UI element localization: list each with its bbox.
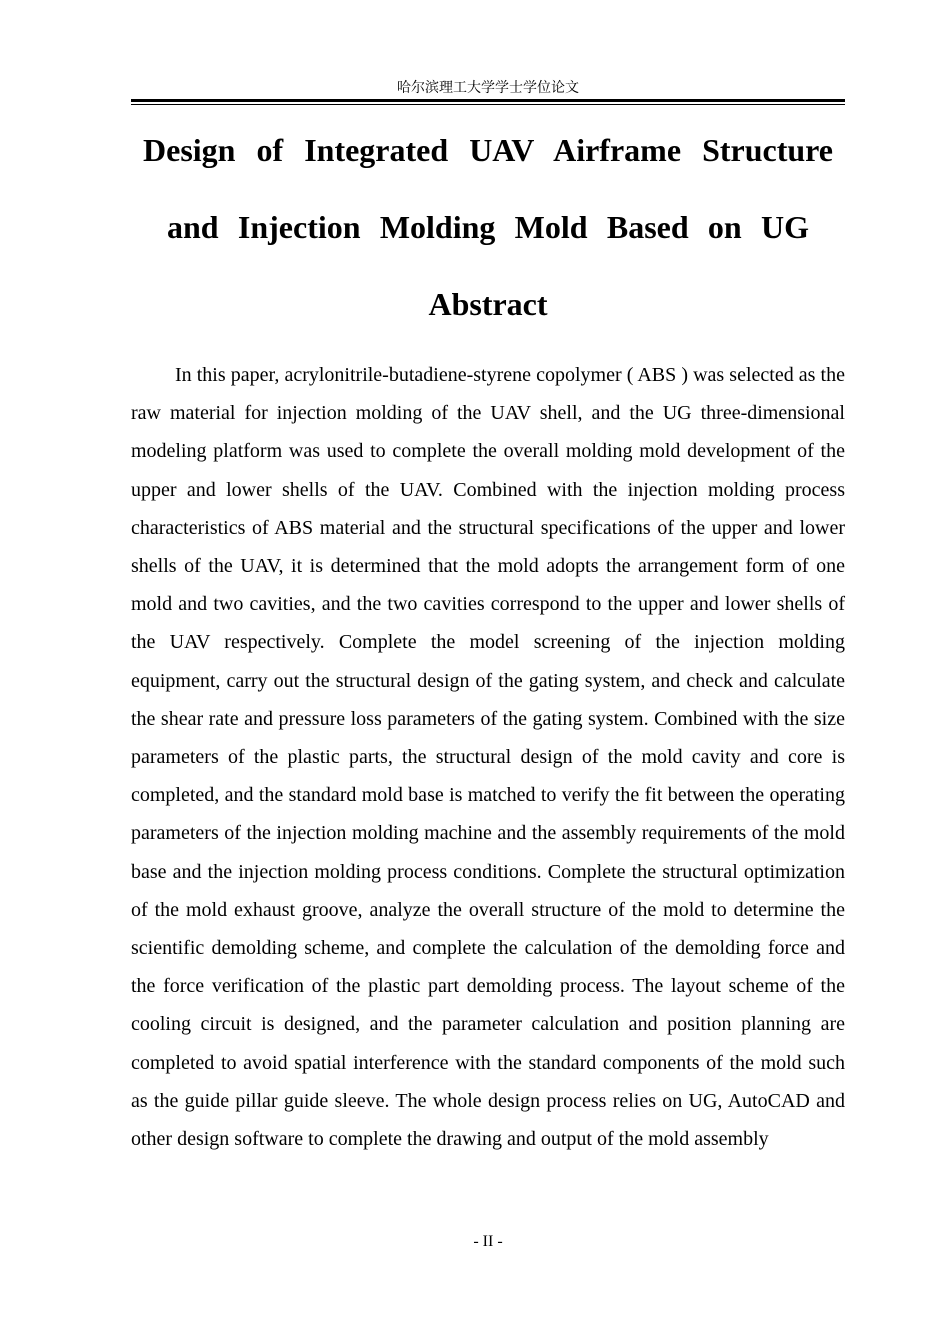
abstract-heading: Abstract xyxy=(428,286,548,322)
header-rule-thin xyxy=(131,104,845,105)
running-header: 哈尔滨理工大学学士学位论文 xyxy=(397,80,579,96)
header-rule-thick xyxy=(131,99,845,102)
paper-title xyxy=(131,112,845,266)
page-number: - II - xyxy=(473,1233,503,1250)
title-line-1: Design of Integrated UAV Airframe Structure xyxy=(143,132,833,168)
title-line-2: and Injection Molding Mold Based on UG xyxy=(167,209,809,245)
abstract-body: In this paper, acrylonitrile-butadiene-styrene copolymer ( ABS ) was selected as the raw material for injection molding of the UAV shell, and the UG three-dimensional modeling platform was used to complete the overall molding mold development of the upper and lower shells of the UAV. Combined with the injection molding process characteristics of ABS material and the structural specifications of the upper and lower shells of the UAV, it is determined that the mold adopts the arrangement form of one mold and two cavities, and the two cavities correspond to the upper and lower shells of the UAV respectively. Complete the model screening of the injection molding equipment, carry out the structural design of the gating system, and check and calculate the shear rate and pressure loss parameters of the gating system. Combined with the size parameters of the plastic parts, the structural design of the mold cavity and core is completed, and the standard mold base is matched to verify the fit between the operating parameters of the injection molding machine and the assembly requirements of the mold base and the injection molding process conditions. Complete the structural optimization of the mold exhaust groove, analyze the overall structure of the mold to determine the scientific demolding scheme, and complete the calculation of the demolding force and the force verification of the plastic part demolding process. The layout scheme of the cooling circuit is designed, and the parameter calculation and position planning are completed to avoid spatial interference with the standard components of the mold such as the guide pillar guide sleeve. The whole design process relies on UG, AutoCAD and other design software to complete the drawing and output of the mold assembly xyxy=(131,364,845,1151)
